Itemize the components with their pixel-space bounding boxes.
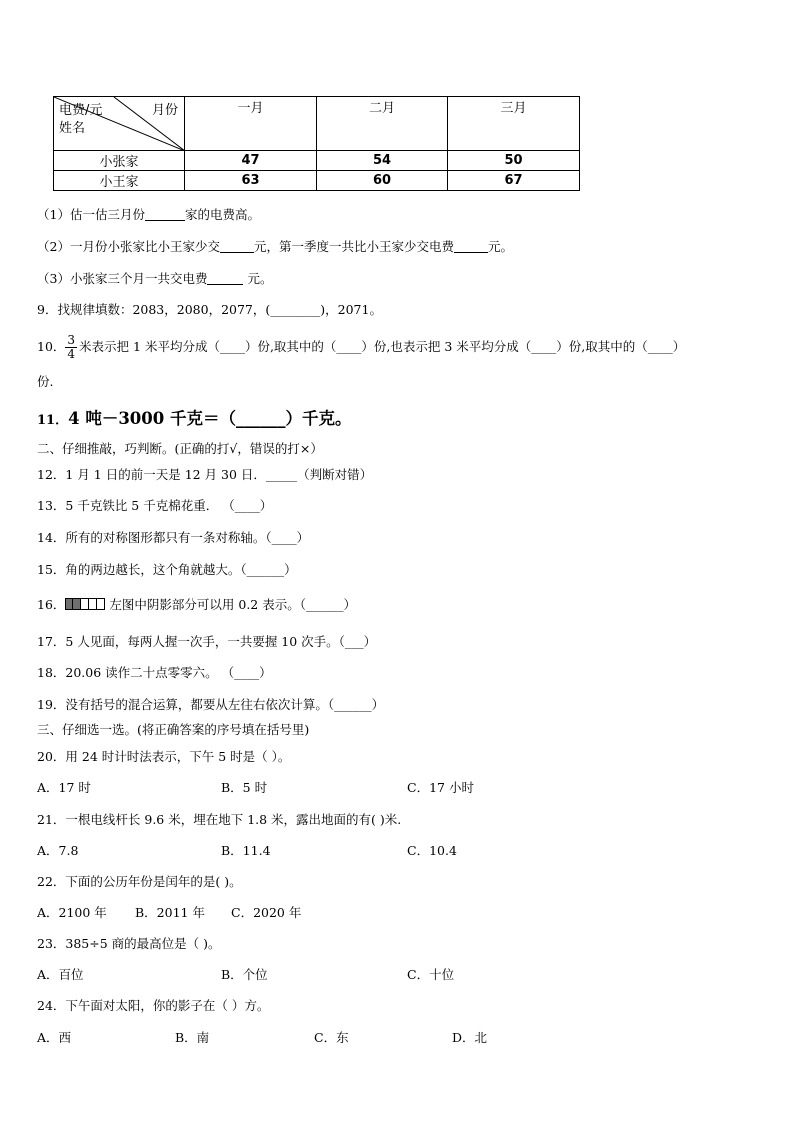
question-11 bbox=[37, 409, 352, 431]
q8-sub2 bbox=[37, 239, 513, 255]
fraction-numerator: 3 bbox=[67, 333, 76, 347]
table-cell: 60 bbox=[317, 171, 448, 191]
table-row bbox=[54, 151, 580, 171]
question-22: 22．下面的公历年份是闰年的是( )。 bbox=[37, 874, 242, 889]
answer-blank[interactable] bbox=[454, 240, 488, 253]
header-name-label: 姓名 bbox=[59, 121, 86, 136]
month-header-2: 二月 bbox=[317, 97, 448, 151]
month-header-1: 一月 bbox=[185, 97, 317, 151]
table-cell: 67 bbox=[448, 171, 580, 191]
question-23: 23．385÷5 商的最高位是（ )。 bbox=[37, 936, 221, 951]
section-2-heading: 二、仔细推敲，巧判断。(正确的打√，错误的打×） bbox=[37, 441, 323, 456]
q22-option-c[interactable]: C．2020 年 bbox=[231, 905, 302, 920]
section-3-heading: 三、仔细选一选。(将正确答案的序号填在括号里) bbox=[37, 722, 310, 737]
q8-sub3 bbox=[37, 271, 272, 287]
table-cell: 47 bbox=[185, 151, 317, 171]
q8-sub1-text-a: （1）估一估三月份 bbox=[37, 207, 145, 222]
question-10-continuation: 份. bbox=[37, 374, 54, 389]
q21-option-b[interactable]: B．11.4 bbox=[221, 843, 271, 858]
fraction-denominator: 4 bbox=[67, 347, 76, 361]
q22-option-b[interactable]: B．2011 年 bbox=[135, 905, 205, 920]
question-10 bbox=[37, 332, 685, 362]
fraction-three-quarters bbox=[65, 334, 77, 361]
question-16 bbox=[37, 596, 356, 615]
q23-option-a[interactable]: A．百位 bbox=[37, 967, 84, 982]
electricity-fee-table bbox=[53, 96, 580, 191]
question-9: 9．找规律填数：2083，2080，2077，(________)，2071。 bbox=[37, 302, 382, 317]
row-name: 小张家 bbox=[54, 151, 185, 171]
question-14: 14．所有的对称图形都只有一条对称轴。（____） bbox=[37, 530, 310, 545]
table-cell: 63 bbox=[185, 171, 317, 191]
table-cell: 54 bbox=[317, 151, 448, 171]
question-15: 15．角的两边越长，这个角就越大。（______） bbox=[37, 562, 297, 577]
table-header-row bbox=[54, 97, 580, 151]
q11-text: 4 吨－3000 千克＝（______）千克。 bbox=[68, 409, 352, 428]
q23-option-c[interactable]: C．十位 bbox=[407, 967, 455, 982]
q16-text: 左图中阴影部分可以用 0.2 表示。（______） bbox=[109, 597, 356, 612]
q10-number: 10． bbox=[37, 339, 66, 354]
q8-sub1 bbox=[37, 207, 260, 223]
q24-option-d[interactable]: D．北 bbox=[452, 1030, 488, 1045]
header-month-label: 月份 bbox=[151, 103, 178, 118]
q20-option-b[interactable]: B．5 时 bbox=[221, 780, 268, 795]
q8-sub2-text-c: 元。 bbox=[487, 239, 513, 254]
q22-option-a[interactable]: A．2100 年 bbox=[37, 905, 107, 920]
q20-option-a[interactable]: A．17 时 bbox=[37, 780, 91, 795]
q16-number: 16． bbox=[37, 597, 66, 612]
shaded-grid-figure bbox=[65, 597, 105, 615]
q8-sub3-text-b: 元。 bbox=[243, 271, 273, 286]
q8-sub3-text-a: （3）小张家三个月一共交电费 bbox=[37, 271, 208, 286]
q24-option-a[interactable]: A．西 bbox=[37, 1030, 72, 1045]
diagonal-header-cell bbox=[54, 97, 185, 151]
question-18: 18．20.06 读作二十点零零六。 （____） bbox=[37, 665, 272, 680]
q8-sub2-text-a: （2）一月份小张家比小王家少交 bbox=[37, 239, 220, 254]
answer-blank[interactable] bbox=[145, 208, 185, 221]
q21-option-a[interactable]: A．7.8 bbox=[37, 843, 79, 858]
question-17: 17．5 人见面，每两人握一次手，一共要握 10 次手。（___） bbox=[37, 634, 377, 649]
question-21: 21．一根电线杆长 9.6 米，埋在地下 1.8 米，露出地面的有( )米. bbox=[37, 812, 402, 827]
q24-option-c[interactable]: C．东 bbox=[314, 1030, 349, 1045]
table-cell: 50 bbox=[448, 151, 580, 171]
q23-option-b[interactable]: B．个位 bbox=[221, 967, 268, 982]
question-24: 24．下午面对太阳，你的影子在（ ）方。 bbox=[37, 998, 270, 1013]
question-12: 12．1 月 1 日的前一天是 12 月 30 日．_____（判断对错） bbox=[37, 467, 373, 482]
q8-sub1-text-b: 家的电费高。 bbox=[184, 207, 260, 222]
header-fee-label: 电费/元 bbox=[59, 103, 103, 118]
q11-number: 11． bbox=[37, 413, 69, 428]
q24-option-b[interactable]: B．南 bbox=[175, 1030, 210, 1045]
q8-sub2-text-b: 元，第一季度一共比小王家少交电费 bbox=[253, 239, 454, 254]
question-19: 19．没有括号的混合运算，都要从左往右依次计算。（______） bbox=[37, 697, 385, 712]
month-header-3: 三月 bbox=[448, 97, 580, 151]
table-row bbox=[54, 171, 580, 191]
answer-blank[interactable] bbox=[207, 272, 243, 285]
question-20: 20．用 24 时计时法表示，下午 5 时是（ ）。 bbox=[37, 749, 291, 764]
q20-option-c[interactable]: C．17 小时 bbox=[407, 780, 474, 795]
q10-text: 米表示把 1 米平均分成（____）份,取其中的（____）份,也表示把 3 米平均分成（____）份,取其中的（____） bbox=[79, 339, 686, 354]
q21-option-c[interactable]: C．10.4 bbox=[407, 843, 457, 858]
answer-blank[interactable] bbox=[220, 240, 254, 253]
question-13: 13．5 千克铁比 5 千克棉花重． （____） bbox=[37, 498, 273, 513]
row-name: 小王家 bbox=[54, 171, 185, 191]
